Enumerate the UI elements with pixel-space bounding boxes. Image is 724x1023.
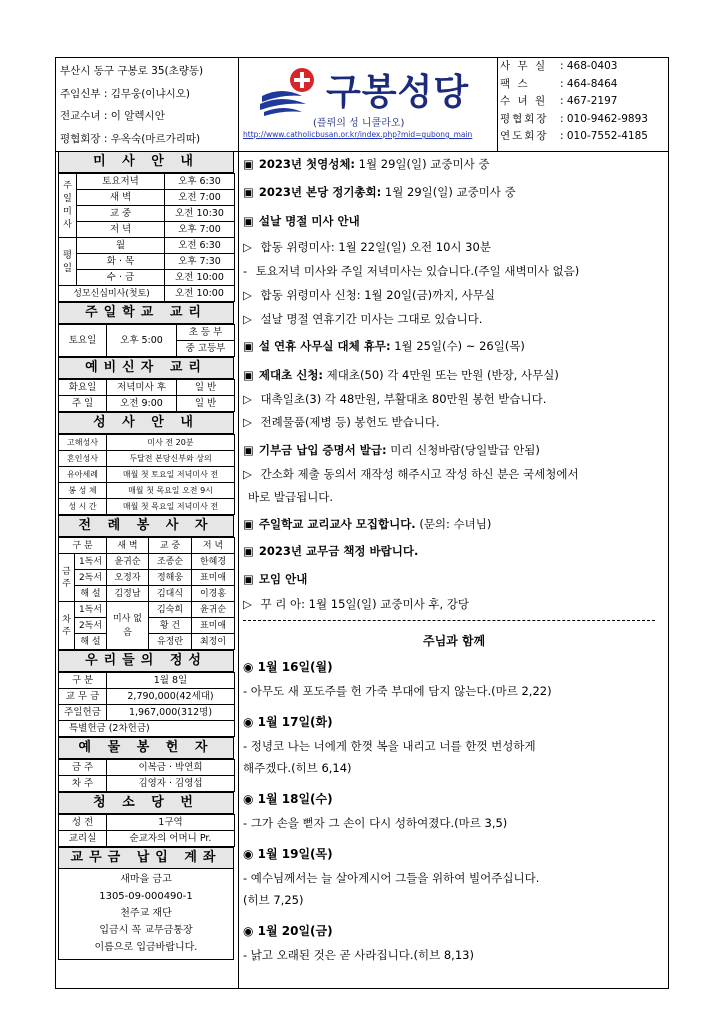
- daily-verse: (히브 7,25): [243, 893, 304, 907]
- offering-table: [58, 672, 235, 737]
- notice-bullet: ▣: [243, 157, 254, 171]
- daily-date: ◉ 1월 18일(수): [243, 792, 333, 806]
- notice-bullet: ▷: [243, 467, 252, 481]
- mass-table: [58, 173, 235, 302]
- table-row: 혼인성사 두달전 본당신부와 상의: [59, 451, 235, 467]
- notice-heading: 2023년 교무금 책정 바랍니다.: [258, 544, 419, 558]
- flower-title: 예 물 봉 헌 자: [58, 737, 234, 759]
- notice-heading: 모임 안내: [258, 572, 308, 586]
- notice-bullet: ▣: [243, 339, 254, 353]
- header-info: [60, 60, 203, 150]
- notice-heading: 설날 명절 미사 안내: [258, 214, 360, 228]
- table-row: 2독서 오정자 정해웅 표미애: [59, 570, 235, 586]
- table-row: 화 · 목 오후 7:30: [59, 254, 235, 270]
- table-row: 새 벽 오전 7:00: [59, 190, 235, 206]
- table-row: 수 · 금 오전 10:00: [59, 270, 235, 286]
- notice-bullet: ▷: [243, 415, 252, 429]
- notice-heading: 2023년 본당 정기총회:: [258, 185, 382, 199]
- table-row: 주 일 오전 9:00 일 반: [59, 396, 235, 412]
- sacrament-table: [58, 434, 235, 515]
- church-patron: (플뤼의 성 니콜라오): [313, 118, 405, 129]
- church-address: 부산시 동구 구봉로 35(초량동): [60, 65, 204, 77]
- daily-verse: - 예수님께서는 늘 살아계시어 그들을 위하여 빌어주십니다.: [243, 871, 540, 885]
- table-row: 해 설 김정남 김대식 이경홍: [59, 586, 235, 602]
- catechumen-title: 예비신자 교리: [58, 357, 234, 379]
- contact-value: : 468-0403: [560, 60, 618, 72]
- pastor: 주임신부 : 김무웅(이냐시오): [60, 87, 190, 100]
- table-row: 교 중 오전 10:30: [59, 206, 235, 222]
- table-row: 성 전 1구역: [59, 815, 235, 831]
- notice-bullet: ▣: [243, 185, 254, 199]
- daily-verse: - 낡고 오래된 것은 곧 사라집니다.(히브 8,13): [243, 948, 474, 962]
- contact-row: [500, 58, 648, 76]
- notice-text: 합동 위령미사 신청: 1월 20일(금)까지, 사무실: [256, 288, 495, 302]
- notice-line: [243, 338, 525, 354]
- daily-date: ◉ 1월 17일(화): [243, 715, 333, 729]
- table-row: 저 녁 오후 7:00: [59, 222, 235, 238]
- contact-row: [500, 111, 648, 129]
- column-divider: [238, 151, 239, 989]
- notice-bullet: ▣: [243, 517, 254, 531]
- contact-label: 수 녀 원: [500, 95, 548, 107]
- contact-value: : 010-7552-4185: [560, 130, 648, 142]
- table-row: 교리실 순교자의 어머니 Pr.: [59, 831, 235, 847]
- daily-date: ◉ 1월 20일(금): [243, 924, 333, 938]
- contact-row: [500, 93, 648, 111]
- flower-table: [58, 759, 235, 792]
- notice-line: [243, 596, 469, 612]
- notice-bullet: ▷: [243, 240, 252, 254]
- table-row: 화요일 저녁미사 후 일 반: [59, 380, 235, 396]
- weekday-label: 평일: [59, 238, 77, 286]
- account-title: 교무금 납입 계좌: [58, 847, 234, 869]
- notice-line: [243, 263, 579, 279]
- church-name: 구봉성당: [326, 72, 470, 113]
- contact-label: 사 무 실: [500, 60, 548, 72]
- table-row: 평일 월 오전 6:30: [59, 238, 235, 254]
- table-row: 중 고등부: [59, 341, 235, 357]
- notice-line: [243, 543, 418, 559]
- daily-verse: - 정녕코 나는 너에게 한껏 복을 내리고 너를 한껏 번성하게: [243, 739, 536, 753]
- church-logo: [243, 64, 494, 144]
- notice-heading: 2023년 첫영성체:: [258, 157, 356, 171]
- contact-row: [500, 128, 648, 146]
- left-column: [58, 151, 234, 960]
- notice-line: [243, 213, 360, 229]
- table-row: 금주 1독서 윤귀순 조종순 한혜경: [59, 554, 235, 570]
- table-row: 차 주 김영자 · 김영섭: [59, 776, 235, 792]
- contacts: [500, 58, 648, 146]
- section-divider: [243, 620, 655, 621]
- table-row: 성모신심미사(첫토) 오전 10:00: [59, 286, 235, 302]
- contact-row: [500, 76, 648, 94]
- mass-title: 미 사 안 내: [58, 151, 234, 173]
- notice-text: (문의: 수녀님): [415, 517, 492, 531]
- notice-bullet: ▣: [243, 368, 254, 382]
- table-row: 봉 성 체 매월 첫 목요일 오전 9시: [59, 483, 235, 499]
- contact-value: : 010-9462-9893: [560, 112, 648, 125]
- notice-line: [243, 156, 489, 172]
- church-url[interactable]: http://www.catholicbusan.or.kr/index.php?mid=gubong_main: [243, 130, 473, 139]
- notice-line: [243, 466, 579, 482]
- council-president: 평협회장 : 우옥숙(마르가리따): [60, 132, 201, 145]
- table-row: 2독서 황 건 표미애: [59, 618, 235, 634]
- table-row: 주일미사 토요저녁 오후 6:30: [59, 174, 235, 190]
- contact-label: 팩 스: [500, 77, 530, 90]
- notice-line: [243, 391, 546, 407]
- notice-line: [243, 571, 307, 587]
- notice-heading: 설 연휴 사무실 대체 휴무:: [258, 339, 391, 353]
- servers-table: [58, 537, 235, 650]
- notice-heading: 제대초 신청:: [258, 368, 324, 382]
- table-row: 주일헌금 1,967,000(312명): [59, 705, 235, 721]
- cleaning-title: 청 소 당 번: [58, 792, 234, 814]
- notice-text: 1월 29일(일) 교중미사 중: [355, 157, 490, 171]
- table-row: 금 주 이복금 · 박연희: [59, 760, 235, 776]
- notice-bullet: ▣: [243, 544, 254, 558]
- notice-line: [243, 489, 333, 505]
- notice-line: [243, 311, 482, 327]
- notice-bullet: ▣: [243, 443, 254, 457]
- table-row: 유아세례 매월 첫 토요일 저녁미사 전: [59, 467, 235, 483]
- table-row: 고해성사 미사 전 20분: [59, 435, 235, 451]
- notice-line: [243, 414, 440, 430]
- notice-text: 대촉일초(3) 각 48만원, 부활대초 80만원 봉헌 받습니다.: [256, 392, 547, 406]
- notice-heading: 주일학교 교리교사 모집합니다.: [258, 517, 416, 531]
- contact-value: : 467-2197: [560, 95, 618, 107]
- table-row: 특별헌금 (2차헌금): [59, 721, 235, 737]
- catechumen-table: [58, 379, 235, 412]
- notice-line: [243, 239, 491, 255]
- notice-bullet: ▷: [243, 597, 252, 611]
- daily-verse: - 아무도 새 포도주를 헌 가죽 부대에 담지 않는다.(마르 2,22): [243, 684, 552, 698]
- header-divider: [497, 57, 498, 151]
- table-row: 토요일 오후 5:00 초 등 부: [59, 325, 235, 341]
- daily-date: ◉ 1월 16일(월): [243, 660, 333, 674]
- notice-bullet: ▣: [243, 572, 254, 586]
- school-table: [58, 324, 235, 357]
- notice-text: 1월 25일(수) ~ 26일(목): [390, 339, 525, 353]
- sunday-label: 주일미사: [59, 174, 77, 238]
- notice-line: [243, 367, 559, 383]
- notice-text: 설날 명절 연휴기간 미사는 그대로 있습니다.: [256, 312, 483, 326]
- contact-label: 평협회장: [500, 112, 549, 125]
- daily-date: ◉ 1월 19일(목): [243, 847, 333, 861]
- daily-verse: 해주겠다.(히브 6,14): [243, 761, 352, 775]
- contact-value: : 464-8464: [560, 77, 618, 90]
- notice-text: 전례물품(제병 등) 봉헌도 받습니다.: [256, 415, 440, 429]
- daily-verse: - 그가 손을 뻗자 그 손이 다시 성하여졌다.(마르 3,5): [243, 816, 508, 830]
- notice-heading: 기부금 납입 증명서 발급:: [258, 443, 387, 457]
- notice-text: 간소화 제출 동의서 재작성 해주시고 작성 하신 분은 국세청에서: [256, 467, 579, 481]
- cleaning-table: [58, 814, 235, 847]
- notice-line: [243, 516, 491, 532]
- notice-text: 꾸 리 아: 1월 15일(일) 교중미사 후, 강당: [256, 597, 469, 611]
- notice-bullet: ▣: [243, 214, 254, 228]
- notice-text: 합동 위령미사: 1월 22일(일) 오전 10시 30분: [256, 240, 491, 254]
- notice-bullet: ▷: [243, 288, 252, 302]
- table-row: 구 분 새 벽 교 중 저 녁: [59, 538, 235, 554]
- account-box: 새마을 금고 1305-09-000490-1 천주교 재단 입금시 꼭 교무금통장 이름으로 입금바랍니다.: [58, 869, 234, 960]
- daily-title: 주님과 함께: [423, 634, 486, 648]
- school-title: 주일학교 교리: [58, 302, 234, 324]
- servers-title: 전 례 봉 사 자: [58, 515, 234, 537]
- notice-text: 미리 신청바람(당일발급 안됨): [386, 443, 540, 457]
- notice-bullet: -: [243, 264, 248, 278]
- table-row: 구 분 1월 8일: [59, 673, 235, 689]
- church-emblem-icon: [258, 66, 324, 120]
- notice-text: 바로 발급됩니다.: [248, 490, 334, 504]
- table-row: 해 설 유정란 최정이: [59, 634, 235, 650]
- notice-line: [243, 184, 516, 200]
- table-row: 성 시 간 매월 첫 목요일 저녁미사 전: [59, 499, 235, 515]
- header-divider: [238, 57, 239, 151]
- notice-text: 토요저녁 미사와 주일 저녁미사는 있습니다.(주일 새벽미사 없음): [252, 264, 580, 278]
- offering-title: 우리들의 정성: [58, 650, 234, 672]
- contact-label: 연도회장: [500, 130, 549, 142]
- notice-line: [243, 442, 540, 458]
- notice-text: 제대초(50) 각 4만원 또는 만원 (반장, 사무실): [323, 368, 559, 382]
- table-row: 차주 1독서 미사 없음 김숙희 윤귀순: [59, 602, 235, 618]
- sister: 전교수녀 : 이 알렉시안: [60, 110, 165, 122]
- notice-bullet: ▷: [243, 392, 252, 406]
- notice-bullet: ▷: [243, 312, 252, 326]
- sacrament-title: 성 사 안 내: [58, 412, 234, 434]
- notice-text: 1월 29일(일) 교중미사 중: [381, 185, 516, 199]
- table-row: 교 무 금 2,790,000(42세대): [59, 689, 235, 705]
- notice-line: [243, 287, 495, 303]
